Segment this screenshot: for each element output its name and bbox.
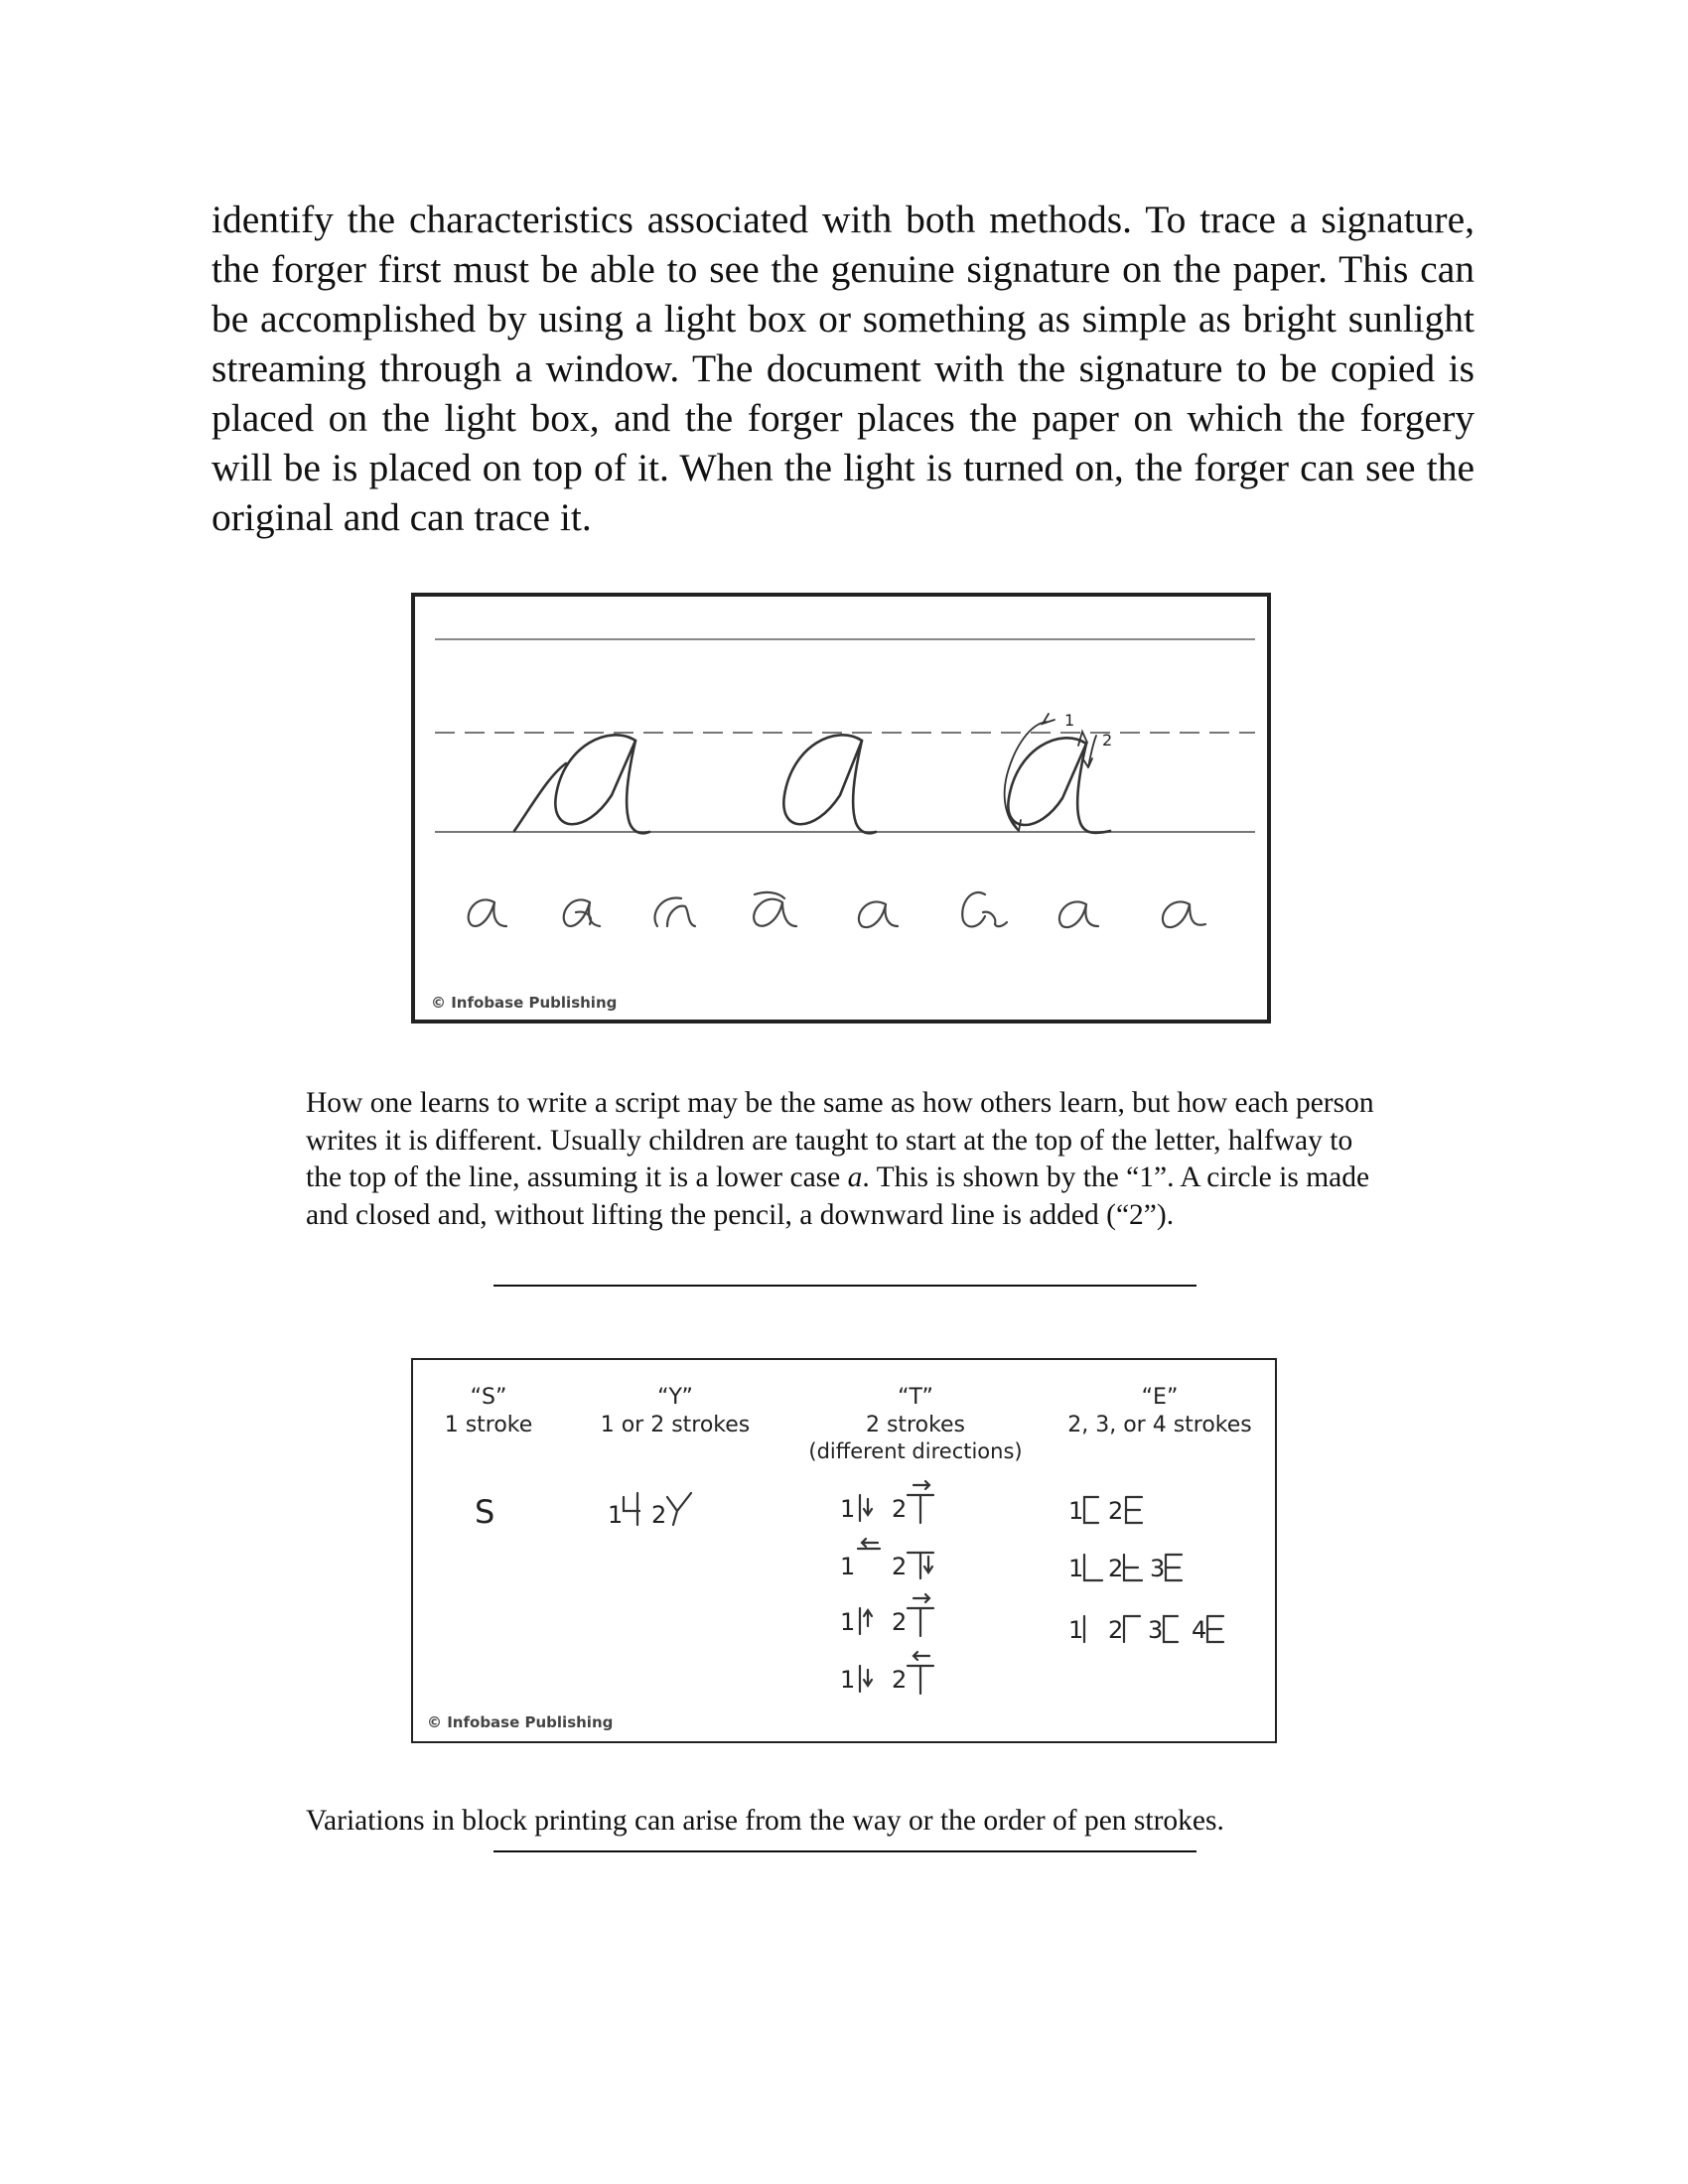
e-row3-num-2: 2 — [1108, 1616, 1124, 1644]
figure2-credit: © Infobase Publishing — [427, 1713, 614, 1731]
cursive-a-figure — [411, 593, 1271, 1024]
figure1-caption-italic: a — [847, 1161, 863, 1193]
t-row2-num-2: 2 — [892, 1553, 908, 1580]
e-row2-stroke2 — [1124, 1555, 1142, 1580]
e-row3-num-3: 3 — [1148, 1616, 1164, 1644]
e-row3-stroke2 — [1124, 1616, 1140, 1642]
y-num-1: 1 — [608, 1501, 624, 1529]
large-cursive-a-3 — [1008, 738, 1110, 833]
e-row1-num-2: 2 — [1108, 1497, 1124, 1525]
small-a-variant-7 — [1059, 901, 1098, 927]
t-row3-num-2: 2 — [892, 1608, 908, 1636]
column-strokes-e: 2, 3, or 4 strokes — [1067, 1413, 1252, 1437]
t-row2-num-1: 1 — [840, 1553, 856, 1580]
t-row3-glyph — [908, 1608, 933, 1636]
figure2-caption-rule — [493, 1850, 1196, 1852]
column-strokes-s: 1 stroke — [444, 1413, 533, 1437]
e-row2-num-1: 1 — [1068, 1555, 1084, 1582]
large-cursive-a-1 — [514, 735, 649, 833]
e-row2-stroke1 — [1084, 1555, 1102, 1580]
column-letter-t: “T” — [898, 1385, 933, 1410]
t-row4-num-1: 1 — [840, 1666, 856, 1694]
e-row2-num-3: 3 — [1150, 1555, 1166, 1582]
figure1-caption-rule — [493, 1285, 1196, 1287]
body-paragraph: identify the characteristics associated with both methods. To trace a signature, the forger first must be able to see the genuine signature on the paper. This can be accomplished by using a light box or something as simple as bright sunlight streaming through a window. The document with the signature to be copied is placed on the light box, and the forger places the paper on which the forgery will be is placed on top of it. When the light is turned on, the forger can see the original and can trace it. — [211, 198, 1475, 539]
small-a-variant-6 — [962, 892, 1007, 926]
column-strokes-y: 1 or 2 strokes — [600, 1413, 751, 1437]
stroke-diagrams — [413, 1360, 1274, 1740]
e-row3-num-1: 1 — [1068, 1616, 1084, 1644]
t-row1-glyph — [908, 1495, 933, 1523]
column-letter-s: “S” — [470, 1385, 507, 1410]
e-row1-stroke1 — [1084, 1497, 1098, 1523]
small-a-variant-2 — [564, 899, 600, 926]
column-note-t: (different directions) — [808, 1439, 1023, 1463]
e-row3-num-4: 4 — [1192, 1616, 1207, 1644]
y-glyph-1 — [624, 1493, 639, 1525]
t-row4-glyph — [908, 1666, 933, 1694]
figure2-caption: Variations in block printing can arise from the way or the order of pen strokes. — [306, 1805, 1224, 1837]
large-cursive-a-2 — [783, 735, 876, 833]
e-row1-num-1: 1 — [1068, 1497, 1084, 1525]
figure1-credit: © Infobase Publishing — [431, 994, 618, 1012]
t-row4-num-2: 2 — [892, 1666, 908, 1694]
figure1-caption-part2: . This is shown by the “1”. A circle is made and closed and, without lifting the pencil, a downward line is added (“2”). — [306, 1161, 1370, 1231]
y-num-2: 2 — [651, 1501, 667, 1529]
stroke-label-1: 1 — [1064, 711, 1075, 730]
figure1-caption-part1: How one learns to write a script may be the same as how others learn, but how each person writes it is different. Usually children are taught to start at the top of the letter, halfway to the top of the line, assuming it is a lower case — [306, 1087, 1374, 1193]
column-strokes-t: 2 strokes — [865, 1413, 966, 1437]
y-glyph-2 — [667, 1493, 691, 1525]
e-row2-glyph — [1166, 1555, 1182, 1580]
column-letter-y: “Y” — [657, 1385, 693, 1410]
t-row1-num-1: 1 — [840, 1495, 856, 1523]
e-row3-stroke3 — [1164, 1616, 1178, 1642]
small-a-variant-3 — [654, 897, 695, 926]
figure1-caption — [306, 1085, 1378, 1234]
t-row3-num-1: 1 — [840, 1608, 856, 1636]
small-a-variant-1 — [469, 899, 506, 926]
cursive-a-illustration — [415, 597, 1267, 1020]
stroke-label-2: 2 — [1102, 731, 1113, 750]
small-a-variant-8 — [1163, 901, 1205, 927]
e-row2-num-2: 2 — [1108, 1555, 1124, 1582]
small-a-variant-5 — [859, 901, 898, 927]
e-row1-glyph — [1126, 1497, 1142, 1523]
small-cursive-a-variations — [469, 892, 1205, 927]
t-row1-num-2: 2 — [892, 1495, 908, 1523]
column-letter-e: “E” — [1141, 1385, 1179, 1410]
e-row3-glyph — [1207, 1616, 1223, 1642]
s-glyph: S — [475, 1493, 495, 1531]
block-printing-figure — [411, 1358, 1277, 1743]
small-a-variant-4 — [754, 892, 796, 926]
